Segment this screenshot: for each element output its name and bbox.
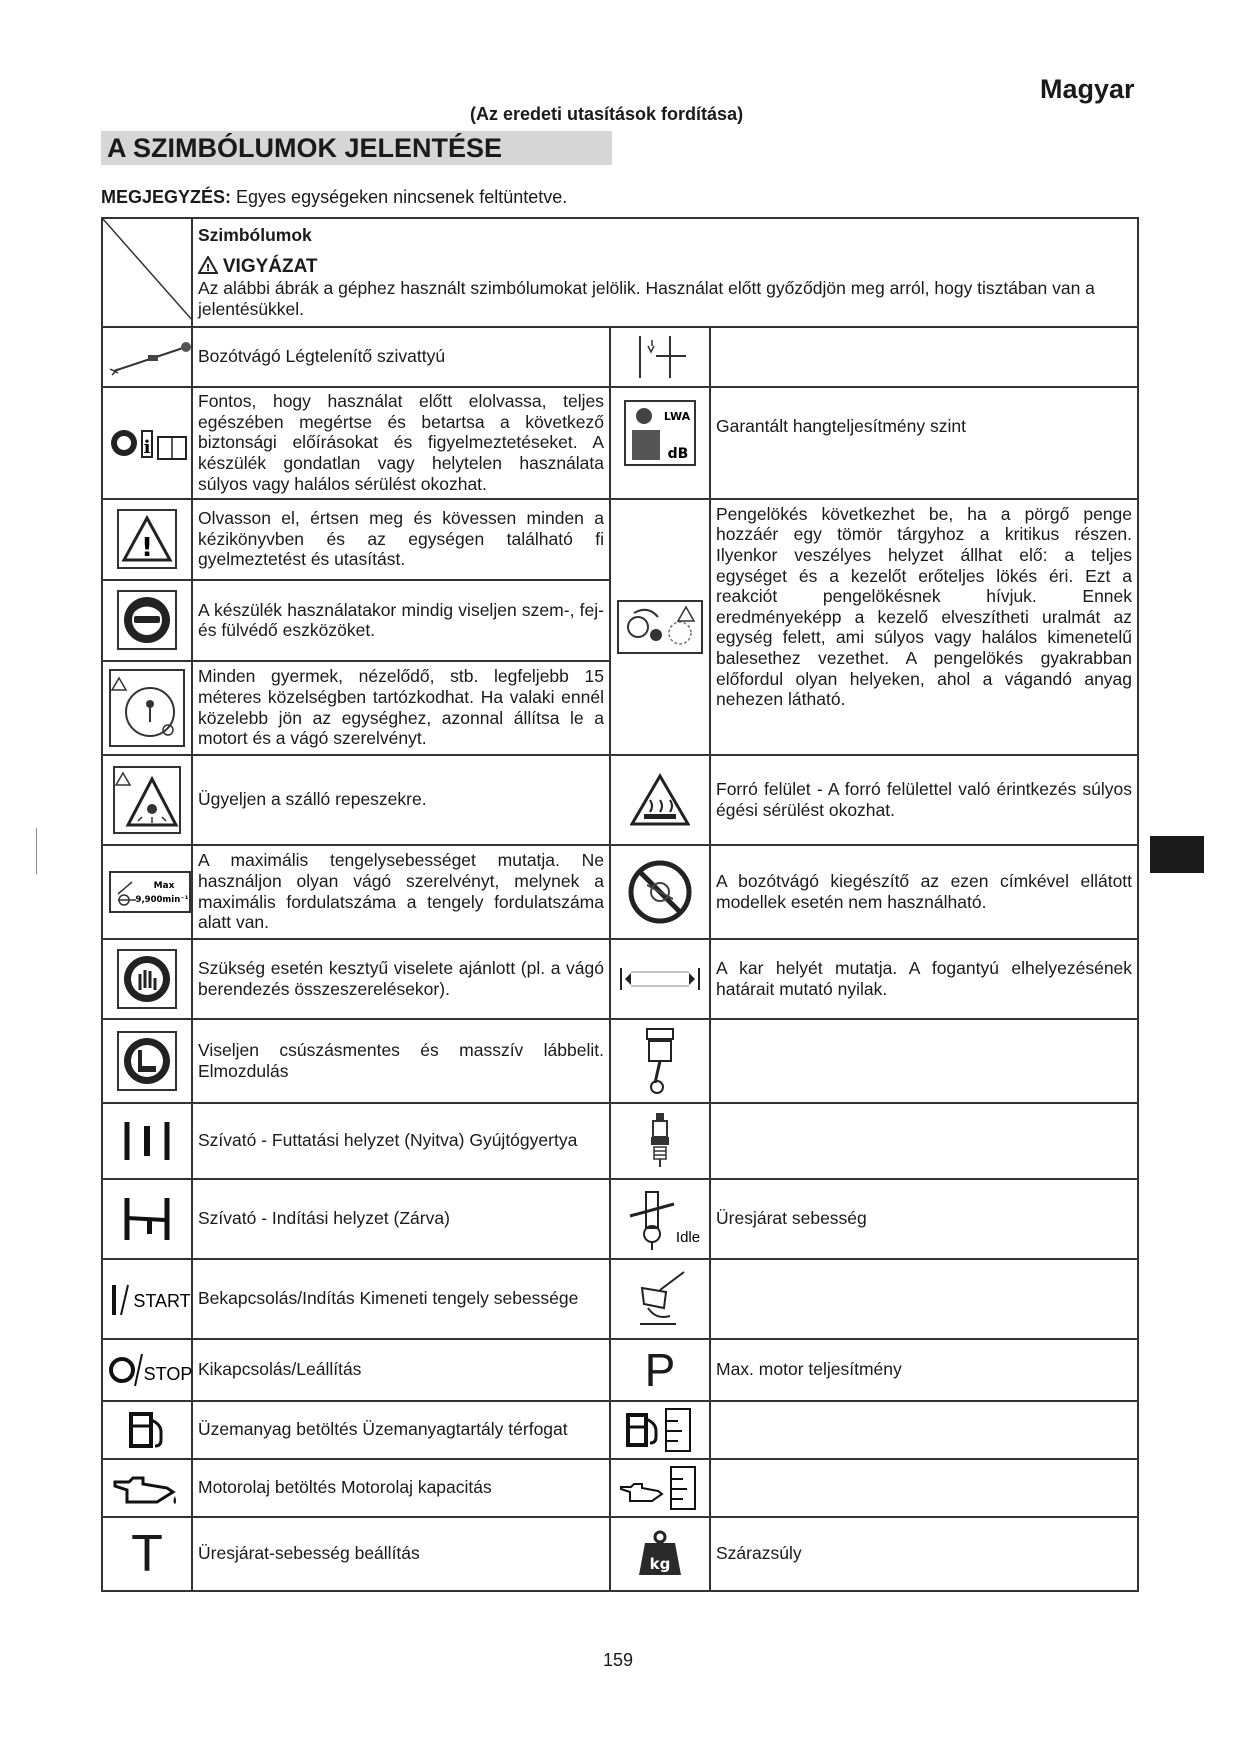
row-16-left-text: Üresjárat-sebesség beállítás bbox=[192, 1517, 610, 1591]
row-16-right-text: Szárazsúly bbox=[710, 1517, 1138, 1591]
icon-cell bbox=[102, 1259, 192, 1339]
row-11-left-text: Szívató - Indítási helyzet (Zárva) bbox=[192, 1179, 610, 1259]
row-3-left-text: Olvasson el, értsen meg és kövessen minden a kézikönyvben és az egységen található fi gyelmeztetést és utasítást. bbox=[192, 499, 610, 580]
table-row bbox=[102, 939, 1138, 1019]
table-row bbox=[102, 1459, 1138, 1517]
icon-cell bbox=[610, 1103, 710, 1179]
icon-cell bbox=[102, 580, 192, 661]
lwa-label: LWA bbox=[663, 409, 691, 423]
choke-run-icon bbox=[119, 1116, 175, 1166]
dry-weight-icon bbox=[637, 1529, 683, 1579]
note-text: Egyes egységeken nincsenek feltüntetve. bbox=[231, 187, 568, 207]
start-label: START bbox=[133, 1290, 191, 1311]
icon-cell bbox=[102, 755, 192, 845]
rpm-label: 9,900min⁻¹ bbox=[135, 894, 189, 905]
read-manual-icon bbox=[108, 413, 194, 473]
row-6-left-text: Ügyeljen a szálló repeszekre. bbox=[192, 755, 610, 845]
translation-subtitle: (Az eredeti utasítások fordítása) bbox=[470, 104, 744, 124]
flying-debris-icon bbox=[112, 765, 182, 835]
svg-text:!: ! bbox=[141, 533, 153, 564]
row-10-right-text bbox=[710, 1103, 1138, 1179]
row-4-left-text: A készülék használatakor mindig viseljen szem-, fej- és fülvédő eszközöket. bbox=[192, 580, 610, 661]
diagonal-cell bbox=[102, 218, 192, 327]
icon-cell bbox=[102, 499, 192, 580]
sound-power-level-icon bbox=[622, 398, 698, 468]
row-12-left-text: Bekapcsolás/Indítás Kimeneti tengely sebessége bbox=[192, 1259, 610, 1339]
table-row bbox=[102, 327, 1138, 387]
icon-cell bbox=[102, 327, 192, 387]
displacement-icon bbox=[635, 1025, 685, 1097]
fuel-icon bbox=[125, 1408, 169, 1452]
note bbox=[101, 187, 567, 208]
row-9-left-text: Viseljen csúszásmentes és masszív lábbelit. Elmozdulás bbox=[192, 1019, 610, 1103]
table-row bbox=[102, 1019, 1138, 1103]
icon-cell bbox=[102, 845, 192, 939]
table-row bbox=[102, 1517, 1138, 1591]
warning-icon bbox=[116, 508, 178, 570]
icon-cell bbox=[610, 1179, 710, 1259]
engine-oil-icon bbox=[109, 1468, 185, 1508]
row-1-right-text bbox=[710, 327, 1138, 387]
kickback-text: Pengelökés következhet be, ha a pörgő penge hozzáér egy tömör tárgyhoz a kritikus részen. Ilyenkor veszélyes helyzet állhat elő: a teljes egységet és a kezelőt erőteljes lökés éri. Ezt a reakciót pengelökésnek hívjuk. Ennek eredményeképp a kezelő elveszítheti uralmát az egység felett, ami súlyos vagy halálos kimenetelű balesethez vezethet. A pengelökés gyakrabban előfordul olyan helyeken, ahol a vágandó anyag nehezen látható. bbox=[710, 499, 1138, 755]
row-15-left-text: Motorolaj betöltés Motorolaj kapacitás bbox=[192, 1459, 610, 1517]
table-row bbox=[102, 755, 1138, 845]
brushcutter-icon bbox=[108, 337, 192, 377]
section-title: A SZIMBÓLUMOK JELENTÉSE bbox=[101, 131, 612, 165]
table-header-title: Szimbólumok bbox=[198, 225, 312, 246]
row-11-right-text: Üresjárat sebesség bbox=[710, 1179, 1138, 1259]
icon-cell bbox=[102, 387, 192, 499]
table-row bbox=[102, 499, 1138, 580]
icon-cell bbox=[610, 327, 710, 387]
icon-cell bbox=[610, 1019, 710, 1103]
icon-cell bbox=[610, 755, 710, 845]
db-label: dB bbox=[667, 445, 689, 462]
row-5-left-text: Minden gyermek, nézelődő, stb. legfeljebb 15 méteres közelségben tartózkodhat. Ha valaki ennél közelebb jön az egységhez, azonnal állítsa le a motort és a vágó szerelvényt. bbox=[192, 661, 610, 755]
table-row bbox=[102, 1401, 1138, 1459]
icon-cell bbox=[610, 1259, 710, 1339]
kg-label: kg bbox=[649, 1554, 671, 1573]
icon-cell bbox=[102, 661, 192, 755]
max-label: Max bbox=[153, 880, 175, 891]
row-15-right-text bbox=[710, 1459, 1138, 1517]
table-row bbox=[102, 387, 1138, 499]
idle-label: Idle bbox=[675, 1228, 701, 1246]
table-row bbox=[102, 845, 1138, 939]
table-header-text: Az alábbi ábrák a géphez használt szimbólumokat jelölik. Használat előtt győződjön meg arról, hogy tisztában van a jelentésükkel. bbox=[198, 278, 1095, 319]
kickback-icon bbox=[616, 599, 704, 655]
table-header-row bbox=[102, 218, 1138, 327]
safety-boots-icon bbox=[116, 1030, 178, 1092]
icon-cell bbox=[102, 939, 192, 1019]
row-2-right-text: Garantált hangteljesítmény szint bbox=[710, 387, 1138, 499]
choke-start-icon bbox=[119, 1194, 175, 1244]
icon-cell bbox=[610, 387, 710, 499]
table-header bbox=[192, 218, 1138, 327]
start-icon bbox=[108, 1279, 196, 1319]
row-10-left-text: Szívató - Futtatási helyzet (Nyitva) Gyújtógyertya bbox=[192, 1103, 610, 1179]
icon-cell bbox=[610, 1459, 710, 1517]
icon-cell bbox=[102, 1517, 192, 1591]
warning-heading bbox=[198, 256, 318, 276]
stop-icon bbox=[108, 1350, 196, 1390]
row-14-right-text bbox=[710, 1401, 1138, 1459]
engine-oil-capacity-icon bbox=[617, 1463, 703, 1513]
table-row bbox=[102, 1103, 1138, 1179]
row-12-right-text bbox=[710, 1259, 1138, 1339]
table-row bbox=[102, 1339, 1138, 1401]
handle-position-icon bbox=[617, 964, 703, 994]
icon-cell bbox=[102, 1339, 192, 1401]
row-9-right-text bbox=[710, 1019, 1138, 1103]
row-7-left-text: A maximális tengelysebességet mutatja. Ne használjon olyan vágó szerelvényt, melynek a maximális fordulatszáma a tengely fordulatszáma alatt van. bbox=[192, 845, 610, 939]
symbols-table bbox=[101, 217, 1139, 1592]
page-number: 159 bbox=[603, 1650, 634, 1670]
warning-label: VIGYÁZAT bbox=[222, 255, 318, 277]
table-row bbox=[102, 1179, 1138, 1259]
row-13-left-text: Kikapcsolás/Leállítás bbox=[192, 1339, 610, 1401]
row-8-left-text: Szükség esetén kesztyű viselete ajánlott (pl. a vágó berendezés összeszerelésekor). bbox=[192, 939, 610, 1019]
icon-cell bbox=[610, 499, 710, 755]
row-6-right-text: Forró felület - A forró felülettel való érintkezés súlyos égési sérülést okozhat. bbox=[710, 755, 1138, 845]
gloves-icon bbox=[116, 948, 178, 1010]
icon-cell bbox=[610, 939, 710, 1019]
icon-cell bbox=[610, 1517, 710, 1591]
max-shaft-speed-icon bbox=[108, 870, 192, 914]
hot-surface-icon bbox=[630, 772, 690, 828]
fuel-tank-capacity-icon bbox=[622, 1405, 698, 1455]
row-2-left-text: Fontos, hogy használat előtt elolvassa, teljes egészében megértse és betartsa a következő biztonsági előírásokat és figyelmeztetéseket. A készülék gondatlan vagy helytelen használata súlyos vagy halálos sérülést okozhat. bbox=[192, 387, 610, 499]
warning-triangle-icon bbox=[198, 256, 218, 274]
max-power-p-icon: P bbox=[644, 1343, 676, 1396]
icon-cell bbox=[102, 1401, 192, 1459]
row-7-right-text: A bozótvágó kiegészítő az ezen címkével ellátott modellek esetén nem használható. bbox=[710, 845, 1138, 939]
keep-bystanders-away-icon bbox=[108, 668, 186, 748]
language-side-tab bbox=[1150, 836, 1204, 873]
spark-plug-icon bbox=[645, 1111, 675, 1171]
row-8-right-text: A kar helyét mutatja. A fogantyú elhelyezésének határait mutató nyilak. bbox=[710, 939, 1138, 1019]
svg-text:!: ! bbox=[205, 262, 211, 274]
icon-cell bbox=[610, 845, 710, 939]
output-shaft-speed-icon bbox=[630, 1268, 690, 1330]
purge-pump-icon bbox=[630, 332, 690, 382]
icon-cell bbox=[102, 1459, 192, 1517]
note-label: MEGJEGYZÉS: bbox=[101, 187, 232, 207]
svg-text:i: i bbox=[143, 436, 151, 458]
row-14-left-text: Üzemanyag betöltés Üzemanyagtartály térfogat bbox=[192, 1401, 610, 1459]
row-13-right-text: Max. motor teljesítmény bbox=[710, 1339, 1138, 1401]
diagonal-line-icon bbox=[103, 219, 193, 321]
table-row bbox=[102, 1259, 1138, 1339]
idle-speed-icon bbox=[616, 1186, 706, 1252]
language-label: Magyar bbox=[1040, 74, 1135, 104]
icon-cell bbox=[102, 1103, 192, 1179]
row-1-left-text: Bozótvágó Légtelenítő szivattyú bbox=[192, 327, 610, 387]
icon-cell bbox=[102, 1179, 192, 1259]
idle-adjust-t-icon: T bbox=[131, 1524, 163, 1583]
protective-gear-icon bbox=[116, 589, 178, 651]
no-brushcutter-blade-icon bbox=[627, 859, 693, 925]
icon-cell bbox=[102, 1019, 192, 1103]
icon-cell bbox=[610, 1401, 710, 1459]
icon-cell bbox=[610, 1339, 710, 1401]
margin-line bbox=[36, 828, 37, 874]
stop-label: STOP bbox=[143, 1363, 193, 1384]
